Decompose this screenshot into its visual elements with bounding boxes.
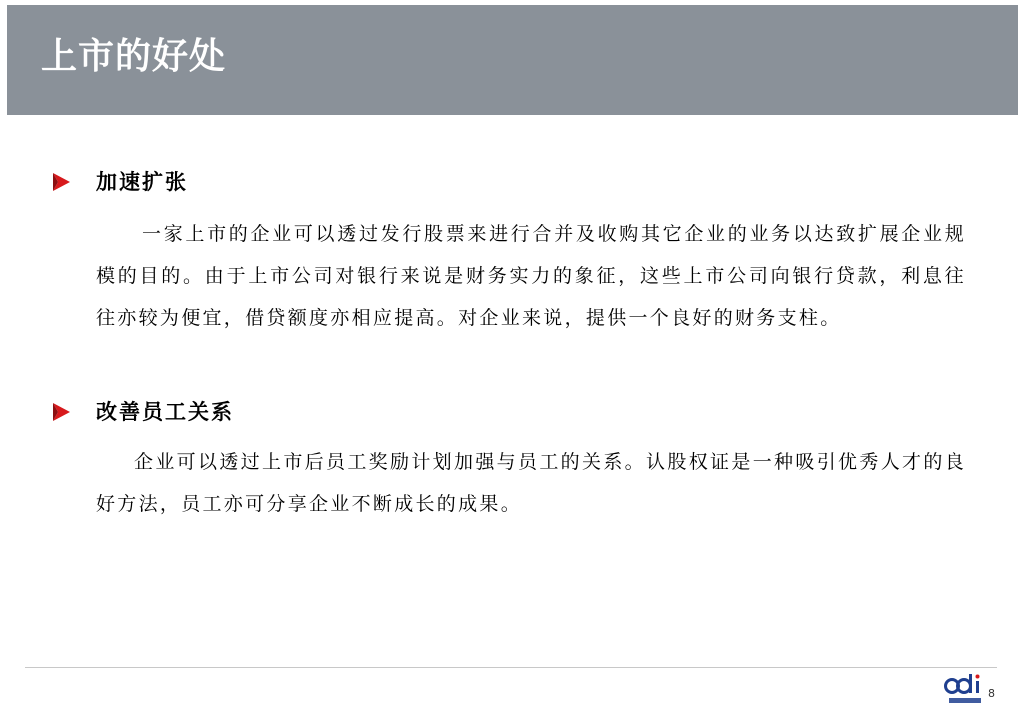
slide-title: 上市的好处: [41, 36, 227, 77]
section-body: 一家上市的企业可以透过发行股票来进行合并及收购其它企业的业务以达致扩展企业规模的目的。由于上市公司对银行来说是财务实力的象征，这些上市公司向银行贷款，利息往往亦较为便宜，借贷额度亦相应提高。对企业来说，提供一个良好的财务支柱。: [96, 223, 966, 329]
bullet-item-employee-relations: [50, 398, 950, 428]
company-logo: [943, 672, 987, 706]
section-heading: 加速扩张: [96, 170, 188, 194]
bullet-item-expansion: [50, 168, 950, 198]
section-heading: 改善员工关系: [96, 400, 234, 424]
title-bar: [7, 5, 1018, 115]
arrow-bullet-icon: [50, 171, 72, 193]
footer-divider: [25, 667, 997, 668]
section-body: 企业可以透过上市后员工奖励计划加强与员工的关系。认股权证是一种吸引优秀人才的良好方法，员工亦可分享企业不断成长的成果。: [96, 451, 966, 515]
arrow-bullet-icon: [50, 401, 72, 423]
page-number: 8: [988, 687, 995, 700]
